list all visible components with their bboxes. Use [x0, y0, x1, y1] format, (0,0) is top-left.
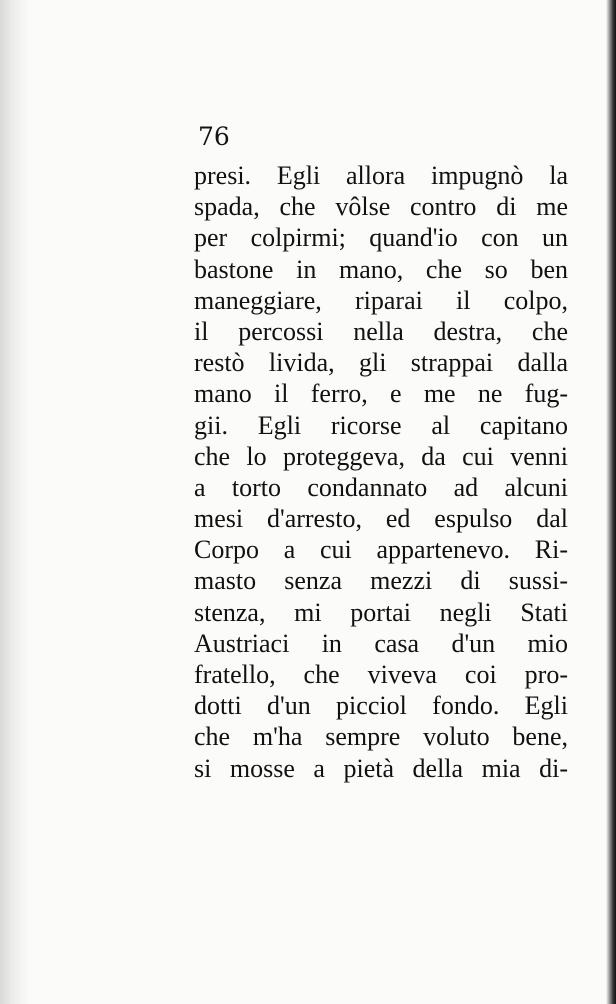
text-line: gii. Egli ricorse al capitano: [194, 410, 568, 440]
text-line: dotti d'un picciol fondo. Egli: [194, 691, 568, 721]
page-gutter: [0, 0, 30, 1004]
page-number: 76: [198, 122, 230, 151]
page-edge-shadow: [606, 0, 616, 1004]
text-line: restò livida, gli strappai dalla: [194, 348, 568, 378]
text-line: che lo proteggeva, da cui venni: [194, 441, 568, 471]
text-line: Austriaci in casa d'un mio: [194, 628, 568, 658]
body-text: [194, 160, 568, 784]
text-line: mesi d'arresto, ed espulso dal: [194, 504, 568, 534]
text-line: che m'ha sempre voluto bene,: [194, 722, 568, 752]
text-line: presi. Egli allora impugnò la: [194, 161, 568, 190]
text-line: per colpirmi; quand'io con un: [194, 223, 568, 253]
text-line: spada, che vôlse contro di me: [194, 192, 568, 222]
text-line: fratello, che viveva coi pro-: [194, 660, 568, 689]
text-line: Corpo a cui appartenevo. Ri-: [194, 535, 568, 565]
text-line: bastone in mano, che so ben: [194, 254, 568, 284]
text-line: a torto condannato ad alcuni: [194, 472, 568, 502]
text-line: stenza, mi portai negli Stati: [194, 597, 568, 627]
text-line: masto senza mezzi di sussi-: [194, 566, 568, 596]
text-line: il percossi nella destra, che: [194, 316, 568, 346]
text-line: mano il ferro, e me ne fug-: [194, 379, 568, 409]
text-line: maneggiare, riparai il colpo,: [194, 285, 568, 315]
text-line: si mosse a pietà della mia di-: [194, 753, 568, 783]
